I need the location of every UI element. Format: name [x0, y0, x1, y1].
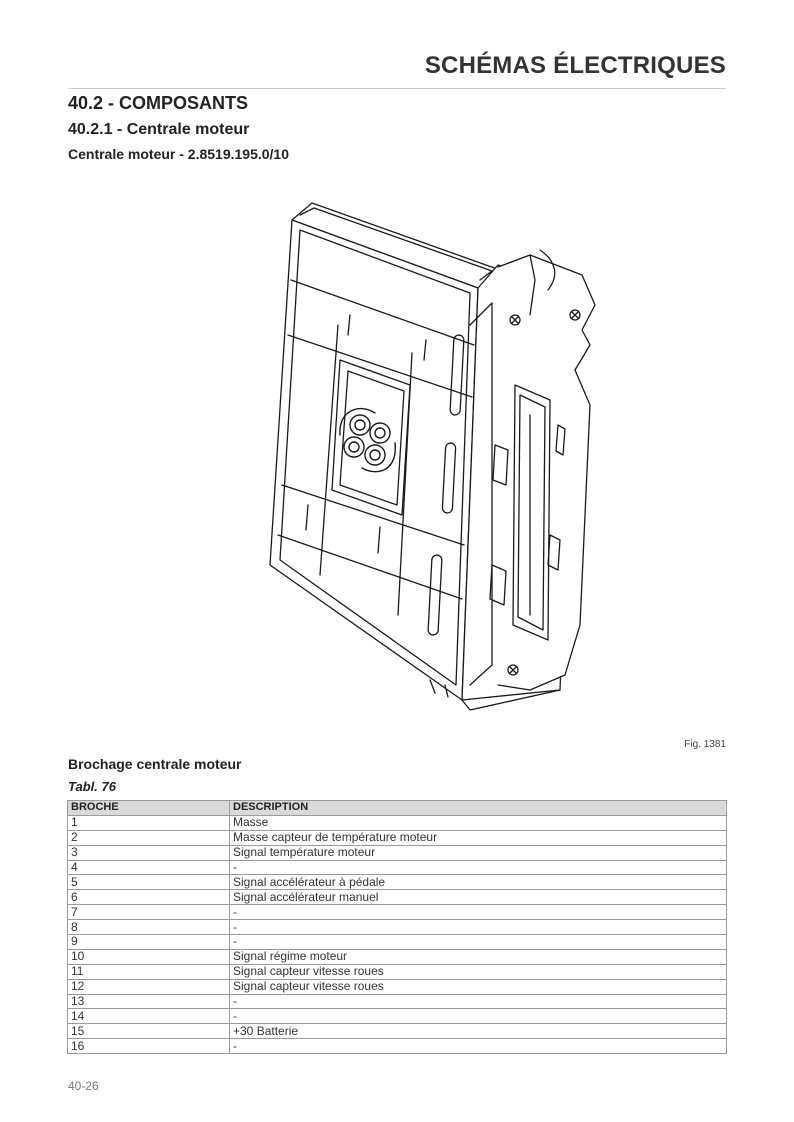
- pin-cell: 16: [68, 1039, 230, 1054]
- column-header-description: DESCRIPTION: [230, 801, 727, 816]
- description-cell: -: [230, 994, 727, 1009]
- pin-cell: 7: [68, 905, 230, 920]
- pin-cell: 12: [68, 979, 230, 994]
- pin-cell: 2: [68, 830, 230, 845]
- table-row: [68, 815, 727, 830]
- pin-cell: 14: [68, 1009, 230, 1024]
- pin-cell: 15: [68, 1024, 230, 1039]
- pin-cell: 10: [68, 949, 230, 964]
- table-row: [68, 905, 727, 920]
- pinout-table: [67, 800, 727, 1054]
- table-header-row: [68, 801, 727, 816]
- table-row: [68, 875, 727, 890]
- table-row: [68, 964, 727, 979]
- table-row: [68, 1009, 727, 1024]
- pin-cell: 8: [68, 920, 230, 935]
- description-cell: Masse capteur de température moteur: [230, 830, 727, 845]
- description-cell: Masse: [230, 815, 727, 830]
- pinout-title: Brochage centrale moteur: [68, 756, 242, 772]
- table-row: [68, 890, 727, 905]
- table-row: [68, 994, 727, 1009]
- table-row: [68, 845, 727, 860]
- description-cell: -: [230, 1039, 727, 1054]
- table-row: [68, 830, 727, 845]
- table-row: [68, 920, 727, 935]
- figure-label: Fig. 1381: [684, 739, 726, 750]
- table-row: [68, 860, 727, 875]
- table-row: [68, 949, 727, 964]
- column-header-pin: BROCHE: [68, 801, 230, 816]
- page-header-title: SCHÉMAS ÉLECTRIQUES: [424, 52, 726, 79]
- page-number: 40-26: [68, 1079, 99, 1093]
- section-heading: 40.2 - COMPOSANTS: [68, 93, 249, 113]
- description-cell: Signal température moteur: [230, 845, 727, 860]
- description-cell: -: [230, 935, 727, 950]
- component-title: Centrale moteur - 2.8519.195.0/10: [68, 146, 290, 162]
- pin-cell: 9: [68, 935, 230, 950]
- pin-cell: 3: [68, 845, 230, 860]
- description-cell: Signal accélérateur à pédale: [230, 875, 727, 890]
- description-cell: -: [230, 920, 727, 935]
- pin-cell: 5: [68, 875, 230, 890]
- pin-cell: 4: [68, 860, 230, 875]
- table-caption: Tabl. 76: [68, 779, 116, 794]
- table-row: [68, 935, 727, 950]
- description-cell: -: [230, 1009, 727, 1024]
- description-cell: -: [230, 905, 727, 920]
- table-row: [68, 979, 727, 994]
- header-divider: [68, 88, 726, 89]
- description-cell: +30 Batterie: [230, 1024, 727, 1039]
- subsection-heading: 40.2.1 - Centrale moteur: [68, 121, 250, 138]
- pin-cell: 6: [68, 890, 230, 905]
- description-cell: Signal régime moteur: [230, 949, 727, 964]
- table-row: [68, 1039, 727, 1054]
- engine-ecu-illustration: [230, 185, 610, 725]
- description-cell: Signal capteur vitesse roues: [230, 979, 727, 994]
- table-row: [68, 1024, 727, 1039]
- pin-cell: 11: [68, 964, 230, 979]
- pin-cell: 13: [68, 994, 230, 1009]
- description-cell: -: [230, 860, 727, 875]
- description-cell: Signal accélérateur manuel: [230, 890, 727, 905]
- description-cell: Signal capteur vitesse roues: [230, 964, 727, 979]
- pin-cell: 1: [68, 815, 230, 830]
